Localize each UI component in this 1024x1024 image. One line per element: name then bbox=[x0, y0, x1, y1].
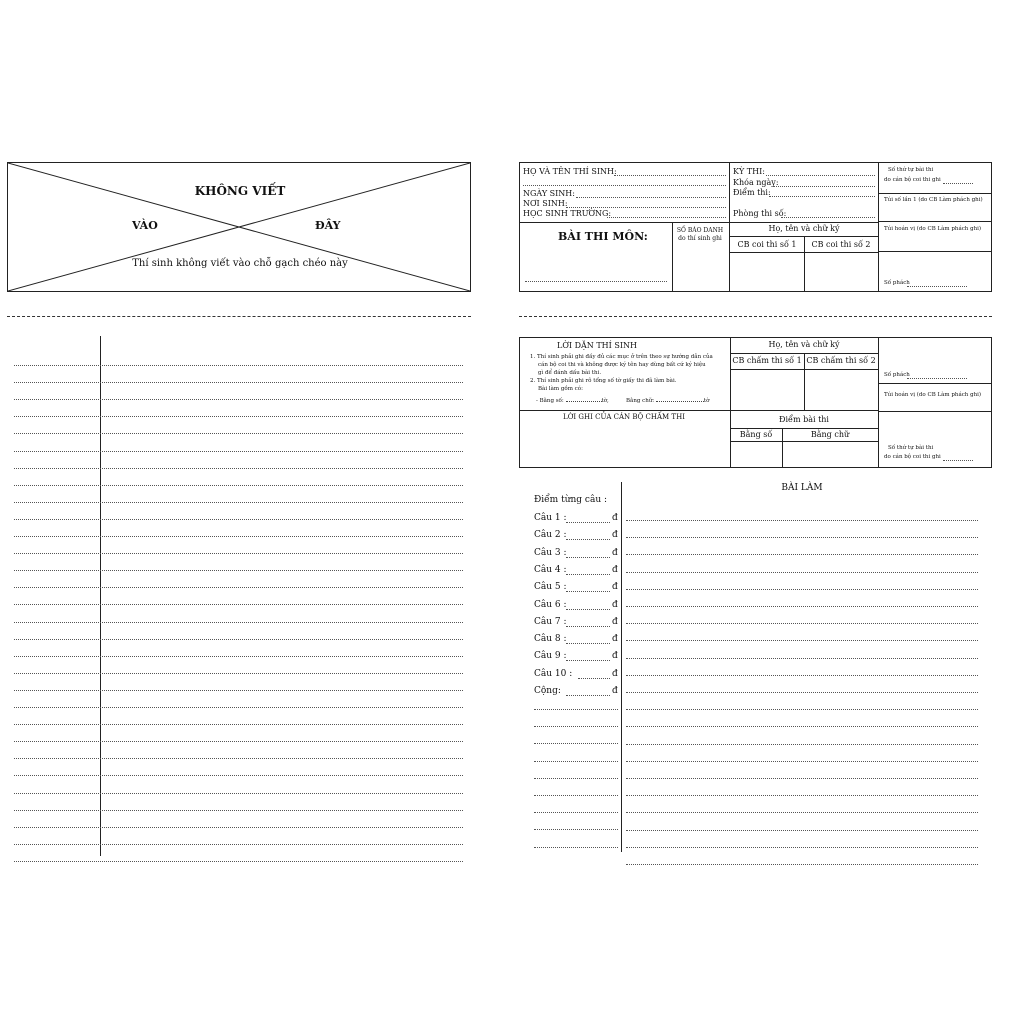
loi-dan-1c: gì để đánh dấu bài thi. bbox=[538, 370, 602, 376]
label-cb-cham-1: CB chấm thi số 1 bbox=[732, 356, 802, 365]
right-cut-line bbox=[519, 316, 992, 317]
left-margin-line bbox=[100, 336, 101, 856]
answer-ruled-line bbox=[626, 812, 978, 813]
no-write-title: KHÔNG VIẾT bbox=[194, 184, 286, 198]
label-loi-dan: LỜI DẶN THÍ SINH bbox=[557, 341, 637, 350]
label-cb-coi-thi-2: CB coi thi số 2 bbox=[811, 240, 871, 249]
answer-ruled-line bbox=[626, 795, 978, 796]
bang-chu-label: Bằng chữ: bbox=[626, 398, 656, 404]
score-row-label: Cộng: bbox=[534, 686, 561, 696]
label-ho-ten-chu-ky: Họ, tên và chữ ký bbox=[768, 224, 840, 233]
answer-ruled-line-left bbox=[534, 847, 618, 848]
ruled-line bbox=[14, 622, 463, 623]
answer-ruled-line bbox=[626, 554, 978, 555]
loi-dan-2b: Bài làm gồm có: bbox=[538, 386, 583, 392]
score-row-field[interactable] bbox=[566, 574, 610, 575]
score-row-unit: đ bbox=[612, 513, 618, 523]
ruled-line bbox=[14, 604, 463, 605]
label-noi-sinh: NƠI SINH: bbox=[523, 199, 568, 208]
score-row-label: Câu 1 : bbox=[534, 513, 567, 523]
answer-ruled-line-left bbox=[534, 743, 618, 744]
loi-dan-2a: 2. Thí sinh phải ghi rõ tổng số tờ giấy thi đã làm bài. bbox=[530, 378, 677, 384]
answer-ruled-line bbox=[626, 572, 978, 573]
label-ho-ten-chu-ky-2: Họ, tên và chữ ký bbox=[768, 340, 840, 349]
bai-lam-title: BÀI LÀM bbox=[781, 483, 823, 493]
left-cut-line bbox=[7, 316, 471, 317]
ruled-line bbox=[14, 399, 463, 400]
label-bang-chu: Bằng chữ bbox=[810, 430, 850, 439]
ruled-line bbox=[14, 382, 463, 383]
ruled-line bbox=[14, 639, 463, 640]
ruled-line bbox=[14, 775, 463, 776]
score-row-unit: đ bbox=[612, 634, 618, 644]
score-row-field[interactable] bbox=[566, 591, 610, 592]
label-so-thu-tu-1: Số thứ tự bài thi bbox=[888, 167, 934, 173]
score-row-label: Câu 4 : bbox=[534, 565, 567, 575]
label-so-phach: Số phách bbox=[884, 280, 910, 286]
answer-ruled-line bbox=[626, 606, 978, 607]
score-row-field[interactable] bbox=[566, 557, 610, 558]
answer-ruled-line-left bbox=[534, 812, 618, 813]
ruled-line bbox=[14, 741, 463, 742]
ruled-line bbox=[14, 707, 463, 708]
answer-ruled-line bbox=[626, 640, 978, 641]
answer-ruled-line-left bbox=[534, 726, 618, 727]
label-bai-thi-mon: BÀI THI MÔN: bbox=[558, 230, 648, 243]
no-write-left-word: VÀO bbox=[132, 219, 158, 232]
label-tui-hoan-vi: Túi hoán vị (do CB Làm phách ghi) bbox=[884, 226, 982, 232]
ruled-line bbox=[14, 433, 463, 434]
score-row-field[interactable] bbox=[578, 678, 610, 679]
score-row-field[interactable] bbox=[566, 626, 610, 627]
score-row-label: Câu 10 : bbox=[534, 669, 573, 679]
answer-ruled-line-left bbox=[534, 829, 618, 830]
answer-ruled-line bbox=[626, 726, 978, 727]
ruled-line bbox=[14, 416, 463, 417]
ruled-line bbox=[14, 485, 463, 486]
label-cb-coi-thi-1: CB coi thi số 1 bbox=[737, 240, 797, 249]
answer-ruled-line bbox=[626, 520, 978, 521]
cross-lines bbox=[8, 163, 470, 291]
score-row-label: Câu 7 : bbox=[534, 617, 567, 627]
score-row-unit: đ bbox=[612, 617, 618, 627]
score-row-field[interactable] bbox=[566, 695, 610, 696]
label-loi-ghi: LỜI GHI CỦA CÁN BỘ CHẤM THI bbox=[563, 413, 685, 421]
label-so-thu-tu-2: do cán bộ coi thi ghi bbox=[884, 177, 941, 183]
answer-ruled-line-left bbox=[534, 795, 618, 796]
label-diem-bai-thi: Điểm bài thi bbox=[779, 415, 829, 424]
score-row-field[interactable] bbox=[566, 660, 610, 661]
label-tui-hoan-vi-2: Túi hoán vị (do CB Làm phách ghi) bbox=[884, 392, 982, 398]
ruled-line bbox=[14, 724, 463, 725]
answer-ruled-line bbox=[626, 847, 978, 848]
score-row-unit: đ bbox=[612, 530, 618, 540]
answer-ruled-line-left bbox=[534, 778, 618, 779]
ruled-line bbox=[14, 553, 463, 554]
answer-ruled-line bbox=[626, 709, 978, 710]
score-row-label: Câu 2 : bbox=[534, 530, 567, 540]
answer-ruled-line bbox=[626, 692, 978, 693]
answer-ruled-line bbox=[626, 778, 978, 779]
answer-ruled-line bbox=[626, 589, 978, 590]
ruled-line bbox=[14, 690, 463, 691]
ruled-line bbox=[14, 451, 463, 452]
answer-ruled-line bbox=[626, 864, 978, 865]
label-cb-cham-2: CB chấm thi số 2 bbox=[806, 356, 876, 365]
score-row-label: Câu 8 : bbox=[534, 634, 567, 644]
score-row-label: Câu 6 : bbox=[534, 600, 567, 610]
label-so-bao-danh: SỐ BÁO DANH bbox=[676, 227, 724, 234]
score-row-label: Câu 5 : bbox=[534, 582, 567, 592]
bang-so-label: - Bằng số: bbox=[536, 398, 566, 404]
ruled-line bbox=[14, 861, 463, 862]
loi-dan-1a: 1. Thí sinh phải ghi đầy đủ các mục ở trên theo sự hướng dẫn của bbox=[530, 354, 713, 360]
no-write-note: Thí sinh không viết vào chỗ gạch chéo này bbox=[132, 258, 348, 269]
ruled-line bbox=[14, 502, 463, 503]
answer-ruled-line-left bbox=[534, 709, 618, 710]
bang-chu-to bbox=[626, 399, 709, 405]
answer-ruled-line bbox=[626, 537, 978, 538]
ruled-line bbox=[14, 844, 463, 845]
score-row-label: Câu 9 : bbox=[534, 651, 567, 661]
ruled-line bbox=[14, 656, 463, 657]
score-row-unit: đ bbox=[612, 600, 618, 610]
label-phong-thi-so: Phòng thi số: bbox=[733, 209, 787, 218]
label-so-thu-tu-3: Số thứ tự bài thi bbox=[888, 445, 934, 451]
score-row-field[interactable] bbox=[566, 539, 610, 540]
label-so-phach-2: Số phách bbox=[884, 372, 910, 378]
score-row-unit: đ bbox=[612, 565, 618, 575]
label-ngay-sinh: NGÀY SINH: bbox=[523, 189, 575, 198]
ruled-line bbox=[14, 468, 463, 469]
ruled-line bbox=[14, 519, 463, 520]
label-diem-thi: Điểm thi: bbox=[733, 188, 771, 197]
answer-ruled-line bbox=[626, 675, 978, 676]
score-row-field[interactable] bbox=[566, 609, 610, 610]
answer-ruled-line bbox=[626, 761, 978, 762]
answer-ruled-line-left bbox=[534, 761, 618, 762]
score-row-unit: đ bbox=[612, 669, 618, 679]
answer-ruled-line bbox=[626, 623, 978, 624]
answer-ruled-line bbox=[626, 658, 978, 659]
label-khoa-ngay: Khóa ngày: bbox=[733, 178, 779, 187]
diem-tung-cau: Điểm từng câu : bbox=[534, 495, 608, 505]
ruled-line bbox=[14, 758, 463, 759]
score-row-unit: đ bbox=[612, 686, 618, 696]
ruled-line bbox=[14, 587, 463, 588]
score-row-unit: đ bbox=[612, 548, 618, 558]
no-write-right-word: ĐÂY bbox=[315, 219, 341, 232]
label-ho-ten: HỌ VÀ TÊN THÍ SINH: bbox=[523, 167, 617, 176]
label-so-thu-tu-4: do cán bộ coi thi ghi bbox=[884, 454, 941, 460]
to-label: tờ, bbox=[601, 398, 609, 404]
answer-ruled-line bbox=[626, 830, 978, 831]
ruled-line bbox=[14, 810, 463, 811]
score-row-field[interactable] bbox=[566, 643, 610, 644]
score-row-label: Câu 3 : bbox=[534, 548, 567, 558]
label-so-bao-danh-note: do thí sinh ghi bbox=[678, 235, 722, 242]
bang-so-to bbox=[536, 399, 609, 405]
label-tui-so-lan1: Túi số lần 1 (do CB Làm phách ghi) bbox=[884, 197, 983, 203]
ruled-line bbox=[14, 673, 463, 674]
ruled-line bbox=[14, 536, 463, 537]
loi-dan-1b: cán bộ coi thi và không được ký tên hay dùng bất cứ ký hiệu bbox=[538, 362, 706, 368]
ruled-line bbox=[14, 827, 463, 828]
ruled-line bbox=[14, 793, 463, 794]
ruled-line bbox=[14, 365, 463, 366]
ruled-line bbox=[14, 570, 463, 571]
to-label-2: tờ bbox=[703, 398, 710, 404]
no-write-box bbox=[7, 162, 471, 292]
answer-margin-line bbox=[621, 482, 622, 852]
label-hoc-sinh-truong: HỌC SINH TRƯỜNG: bbox=[523, 209, 612, 218]
label-ky-thi: KỲ THI: bbox=[733, 167, 765, 176]
score-row-unit: đ bbox=[612, 582, 618, 592]
label-bang-so: Bằng số bbox=[739, 430, 773, 439]
score-row-unit: đ bbox=[612, 651, 618, 661]
score-row-field[interactable] bbox=[566, 522, 610, 523]
answer-ruled-line bbox=[626, 744, 978, 745]
